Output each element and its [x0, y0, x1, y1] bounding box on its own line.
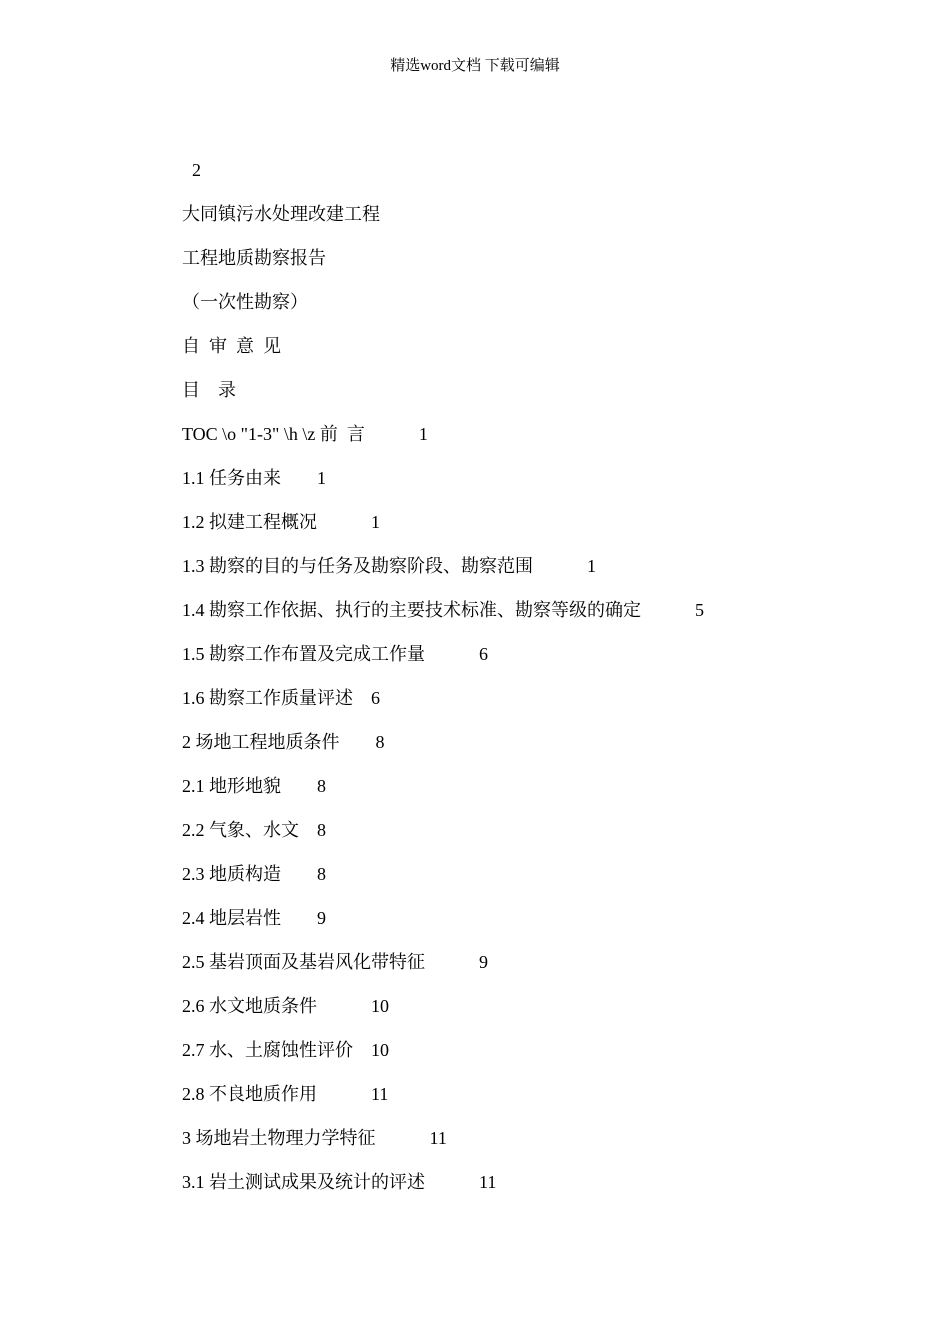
toc-entry-page: 8: [317, 776, 326, 796]
survey-type: （一次性勘察）: [182, 292, 308, 312]
toc-entry-title: 1.3 勘察的目的与任务及勘察阶段、勘察范围: [182, 556, 533, 576]
toc-entry[interactable]: [182, 994, 882, 1038]
toc-entry[interactable]: [182, 686, 882, 730]
toc-entry-page: 11: [429, 1128, 447, 1148]
toc-heading: 目 录: [182, 380, 236, 400]
toc-entry-page: 8: [317, 864, 326, 884]
toc-entry-title: 2.8 不良地质作用: [182, 1084, 317, 1104]
toc-entry-title: 2.2 气象、水文: [182, 820, 299, 840]
toc-entry[interactable]: [182, 510, 882, 554]
toc-entry-title: 1.2 拟建工程概况: [182, 512, 317, 532]
toc-gap: [281, 468, 317, 488]
toc-gap: [641, 600, 695, 620]
document-body: [182, 158, 882, 1214]
toc-entry-page: 11: [479, 1172, 497, 1192]
toc-gap: [425, 1172, 479, 1192]
toc-entry[interactable]: [182, 906, 882, 950]
page-header: 精选word文档 下载可编辑: [390, 58, 560, 74]
toc-entry-title: 3 场地岩土物理力学特征: [182, 1128, 376, 1148]
toc-entry[interactable]: [182, 422, 882, 466]
toc-entry[interactable]: [182, 950, 882, 994]
toc-entry[interactable]: [182, 1082, 882, 1126]
toc-entry[interactable]: [182, 466, 882, 510]
toc-gap: [353, 688, 371, 708]
toc-entry-title: 2.7 水、土腐蚀性评价: [182, 1040, 353, 1060]
toc-entry[interactable]: [182, 1170, 882, 1214]
report-title: 工程地质勘察报告: [182, 248, 326, 268]
toc-entry-page: 10: [371, 1040, 389, 1060]
self-review-heading: 自 审 意 见: [182, 336, 281, 356]
toc-entry-title: 2.5 基岩顶面及基岩风化带特征: [182, 952, 425, 972]
toc-entry-page: 1: [317, 468, 326, 488]
toc-entry-page: 8: [375, 732, 385, 752]
toc-entry[interactable]: [182, 862, 882, 906]
toc-entry-page: 10: [371, 996, 389, 1016]
toc-entry-title: 2 场地工程地质条件: [182, 732, 340, 752]
toc-entry-title: 1.5 勘察工作布置及完成工作量: [182, 644, 425, 664]
toc-entry-page: 1: [371, 512, 380, 532]
toc-entry-page: 9: [479, 952, 488, 972]
toc-entry-page: 1: [587, 556, 596, 576]
toc-gap: [281, 864, 317, 884]
toc-gap: [340, 732, 376, 752]
page-number: 2: [192, 160, 201, 180]
toc-gap: [533, 556, 587, 576]
toc-gap: [299, 820, 317, 840]
toc-entry[interactable]: [182, 1038, 882, 1082]
toc-entry-title: TOC \o "1-3" \h \z 前 言: [182, 424, 365, 444]
toc-gap: [365, 424, 419, 444]
toc-gap: [317, 996, 371, 1016]
toc-gap: [317, 512, 371, 532]
toc-entry-title: 2.4 地层岩性: [182, 908, 281, 928]
toc-entry-page: 5: [695, 600, 704, 620]
toc-entry[interactable]: [182, 818, 882, 862]
table-of-contents: [182, 422, 882, 1214]
toc-entry[interactable]: [182, 730, 882, 774]
toc-entry-title: 1.1 任务由来: [182, 468, 281, 488]
toc-entry-page: 9: [317, 908, 326, 928]
toc-entry[interactable]: [182, 554, 882, 598]
toc-entry-title: 3.1 岩土测试成果及统计的评述: [182, 1172, 425, 1192]
toc-entry-page: 11: [371, 1084, 389, 1104]
toc-gap: [425, 952, 479, 972]
toc-gap: [425, 644, 479, 664]
toc-entry-title: 2.1 地形地貌: [182, 776, 281, 796]
toc-gap: [353, 1040, 371, 1060]
toc-entry[interactable]: [182, 1126, 882, 1170]
toc-entry[interactable]: [182, 774, 882, 818]
toc-gap: [317, 1084, 371, 1104]
project-title: 大同镇污水处理改建工程: [182, 204, 380, 224]
toc-entry-page: 6: [479, 644, 488, 664]
toc-entry-page: 1: [418, 424, 428, 444]
toc-gap: [376, 1128, 430, 1148]
toc-entry[interactable]: [182, 642, 882, 686]
toc-entry-title: 2.6 水文地质条件: [182, 996, 317, 1016]
toc-entry-title: 1.6 勘察工作质量评述: [182, 688, 353, 708]
toc-entry[interactable]: [182, 598, 882, 642]
toc-entry-title: 2.3 地质构造: [182, 864, 281, 884]
toc-entry-page: 6: [371, 688, 380, 708]
toc-entry-page: 8: [317, 820, 326, 840]
toc-gap: [281, 776, 317, 796]
toc-entry-title: 1.4 勘察工作依据、执行的主要技术标准、勘察等级的确定: [182, 600, 641, 620]
toc-gap: [281, 908, 317, 928]
